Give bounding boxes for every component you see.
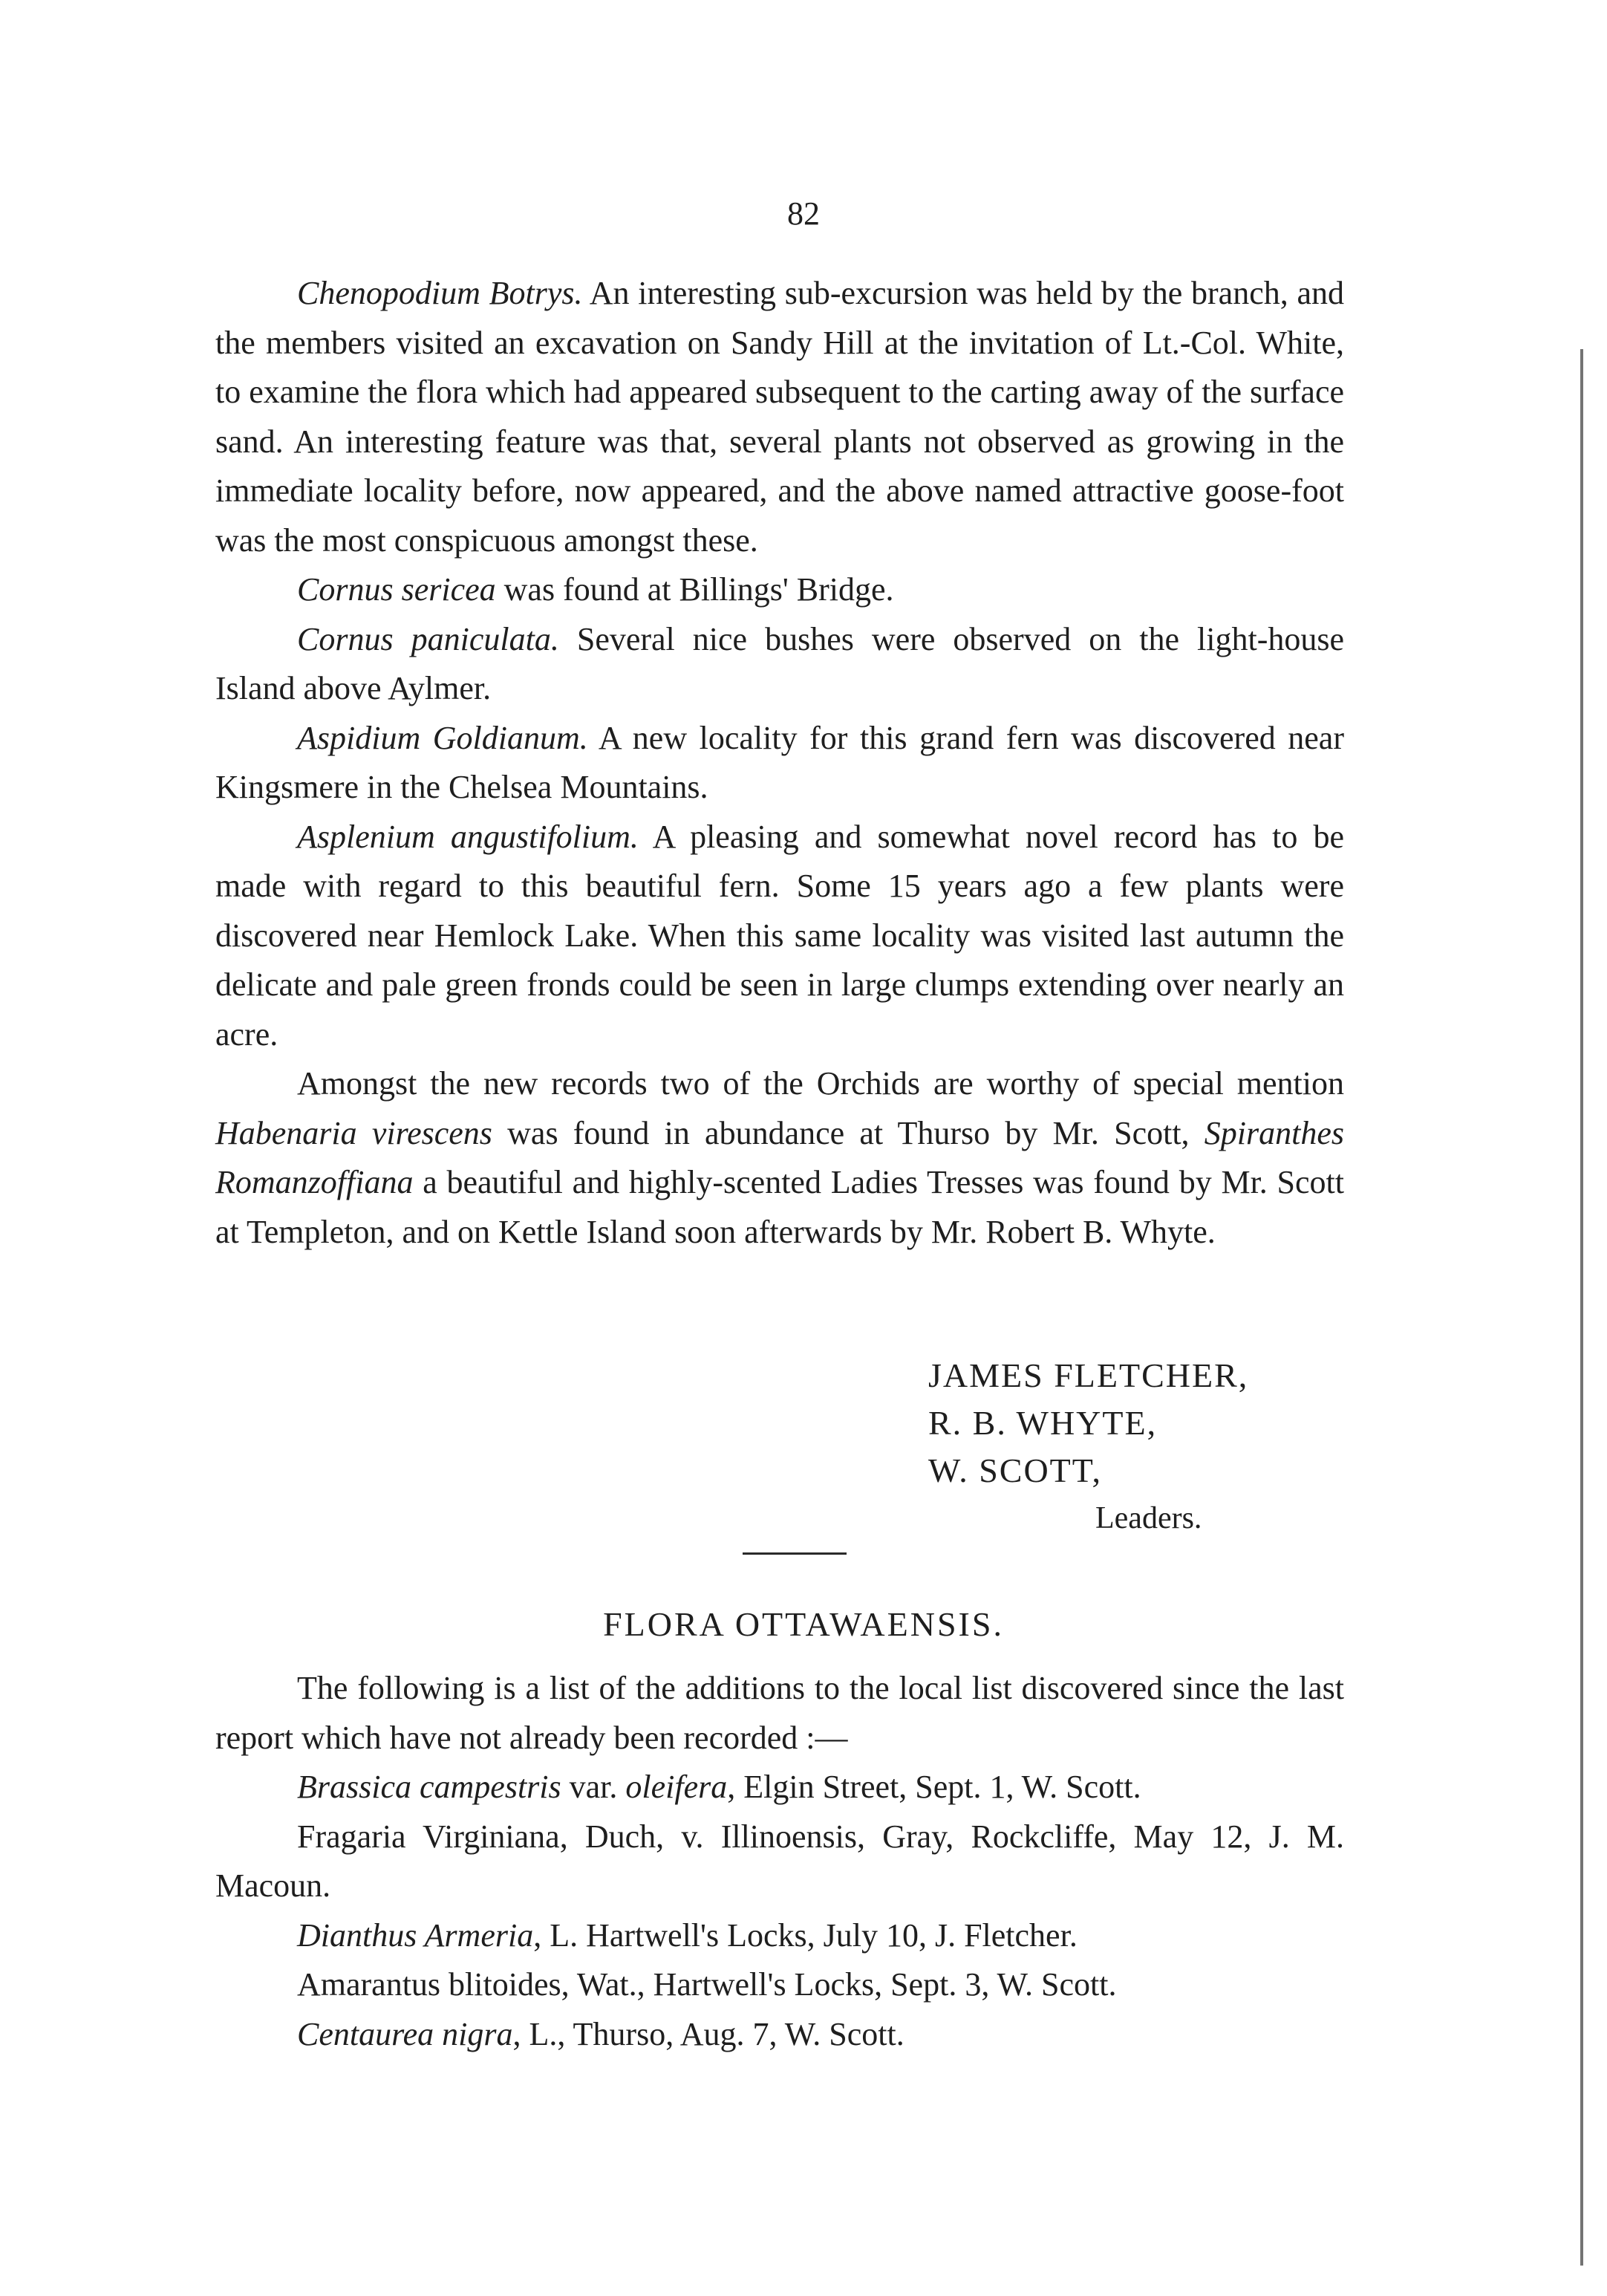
paragraph-orchids [215,1059,1344,1257]
additions-list [215,1664,1344,2059]
paragraph-text: A new locality for this grand fern was discovered near Kingsmere in the Chelsea Mountains. [215,719,1344,805]
species-name: Centaurea nigra [297,2015,513,2052]
section-divider [743,1552,847,1555]
species-name: Dianthus Armeria [297,1916,534,1954]
species-name: Spiranthes Romanzoffiana [215,1114,1344,1200]
signature-role: Leaders. [1095,1501,1202,1535]
paragraph-asplenium [215,813,1344,1060]
list-item [215,1960,1344,2010]
page-number: 82 [787,195,820,232]
paragraph-text: An interesting sub-excursion was held by the branch, and the members visited an excavation on Sandy Hill at the invitation of Lt.-Col. White, to examine the flora which had appeared subsequent to the carting away of the surface sand. An interesting feature was that, several plants not observed as growing in the immediate locality before, now appeared, and the above named attractive goose-foot was the most conspicuous amongst these. [215,275,1344,559]
list-item [215,1812,1344,1911]
paragraph-text: was found at Billings' Bridge. [495,571,894,608]
paragraph-chenopodium [215,269,1344,565]
species-name: Cornus paniculata. [297,620,559,657]
signature-name: W. SCOTT, [928,1451,1102,1489]
page-edge-scan-mark [1580,349,1583,2266]
variety-name: oleifera [625,1769,728,1805]
record-details: Amarantus blitoides, Wat., Hartwell's Locks, Sept. 3, W. Scott. [297,1966,1117,2003]
species-name: Asplenium angustifolium. [297,818,639,855]
species-name: Aspidium Goldianum. [297,719,588,756]
section-intro: The following is a list of the additions to the local list discovered since the last report which have not already been recorded :— [215,1670,1344,1756]
report-body [215,269,1344,1257]
record-details: Fragaria Virginiana, Duch, v. Illinoensis, Gray, Rockcliffe, May 12, J. M. Macoun. [215,1818,1344,1904]
list-item [215,2010,1344,2060]
record-details: , L., Thurso, Aug. 7, W. Scott. [512,2015,904,2052]
species-name: Habenaria virescens [215,1114,492,1151]
paragraph-text: a beautiful and highly-scented Ladies Tresses was found by Mr. Scott at Templeton, and on Kettle Island soon afterwards by Mr. Robert B. Whyte. [215,1164,1344,1250]
paragraph-text: A pleasing and somewhat novel record has to be made with regard to this beautiful fern. Some 15 years ago a few plants were discovered near Hemlock Lake. When this same locality was visited last autumn the delicate and pale green fronds could be seen in large clumps extending over nearly an acre. [215,818,1344,1053]
signature-name: JAMES FLETCHER, [928,1356,1249,1394]
paragraph-cornus-sericea [215,565,1344,615]
section-heading: FLORA OTTAWAENSIS. [603,1605,1004,1643]
paragraph-text: was found in abundance at Thurso by Mr. Scott, [492,1114,1205,1151]
signature-name: R. B. WHYTE, [928,1404,1158,1442]
list-item [215,1911,1344,1961]
signature-block [928,1352,1248,1542]
paragraph-cornus-paniculata [215,615,1344,714]
species-name: Brassica campestris [297,1769,561,1805]
list-item: Brassica campestris var. oleifera, Elgin Street, Sept. 1, W. Scott. [297,1769,1141,1805]
species-name: Cornus sericea [297,571,496,608]
record-details: , L. Hartwell's Locks, July 10, J. Fletcher. [533,1916,1078,1954]
record-details: , Elgin Street, Sept. 1, W. Scott. [727,1769,1141,1805]
paragraph-text: Several nice bushes were observed on the light-house Island above Aylmer. [215,620,1345,706]
paragraph-text: Amongst the new records two of the Orchids are worthy of special mention [297,1065,1344,1102]
paragraph-aspidium [215,714,1344,813]
species-name: Chenopodium Botrys. [297,275,583,311]
